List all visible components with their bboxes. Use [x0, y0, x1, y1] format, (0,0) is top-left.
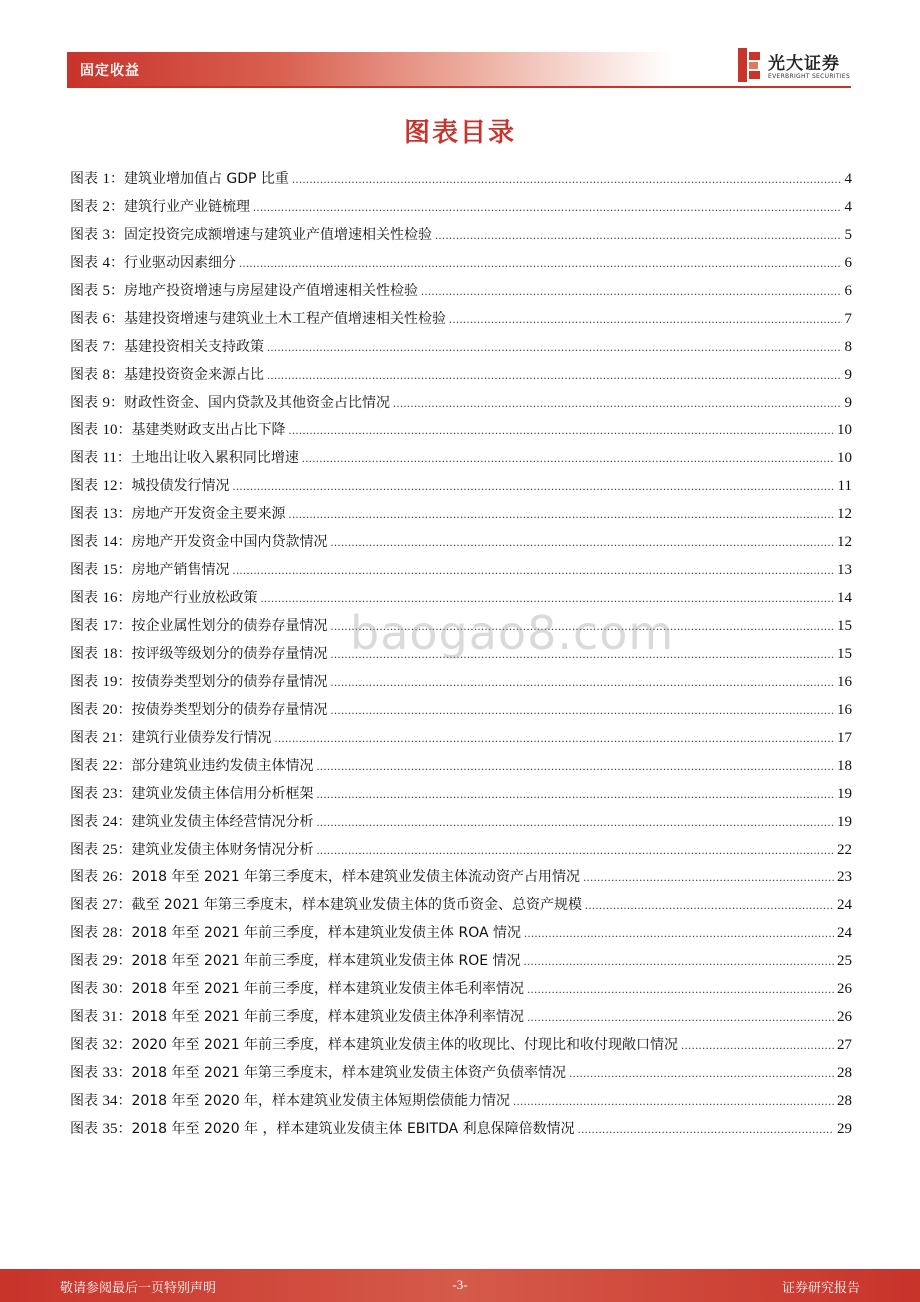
- toc-entry-page: 13: [837, 562, 852, 579]
- toc-entry-label: 基建类财政支出占比下降: [131, 422, 286, 439]
- toc-entry[interactable]: [70, 809, 852, 837]
- toc-entry-title: [70, 194, 250, 222]
- toc-entry[interactable]: [70, 445, 852, 473]
- toc-entry-label: 行业驱动因素细分: [123, 254, 236, 271]
- toc-entry-prefix: 图表: [70, 534, 98, 551]
- toc-entry-title: [70, 837, 313, 865]
- toc-entry-label: 土地出让收入累积同比增速: [130, 450, 299, 467]
- toc-entry-prefix: 图表: [70, 254, 98, 271]
- toc-entry-prefix: 图表: [70, 869, 98, 886]
- toc-entry-prefix: 图表: [70, 925, 98, 942]
- toc-entry-separator: ：: [117, 953, 132, 970]
- toc-entry-prefix: 图表: [70, 590, 98, 607]
- toc-entry-separator: ：: [109, 282, 124, 299]
- toc-entry-label: 城投债发行情况: [131, 478, 230, 495]
- toc-entry-separator: ：: [117, 534, 132, 551]
- toc-entry-prefix: 图表: [70, 953, 98, 970]
- toc-entry-title: [70, 334, 264, 362]
- toc-entry-label: 固定投资完成额增速与建筑业产值增速相关性检验: [123, 226, 432, 243]
- toc-entry-page: 18: [837, 757, 852, 774]
- toc-leader-dots: [583, 864, 834, 892]
- toc-entry[interactable]: [70, 1004, 852, 1032]
- toc-leader-dots: [302, 445, 834, 473]
- toc-entry-prefix: 图表: [70, 1120, 98, 1137]
- toc-entry-page: 24: [837, 897, 852, 914]
- company-logo: [738, 48, 853, 84]
- toc-entry-page: 27: [837, 1037, 852, 1054]
- toc-entry-separator: ：: [117, 925, 132, 942]
- toc-entry-label: 按债券类型划分的债券存量情况: [131, 701, 328, 718]
- toc-leader-dots: [578, 1116, 834, 1144]
- toc-entry-separator: ：: [117, 981, 132, 998]
- toc-entry-separator: ：: [117, 701, 132, 718]
- logo-text-cn: 光大证券: [768, 54, 840, 74]
- toc-entry-separator: ：: [117, 1120, 132, 1137]
- toc-entry-page: 9: [844, 366, 852, 383]
- toc-entry-prefix: 图表: [70, 422, 98, 439]
- toc-entry-title: [70, 473, 229, 501]
- toc-entry-prefix: 图表: [70, 310, 98, 327]
- toc-entry-label: 房地产行业放松政策: [131, 590, 258, 607]
- toc-entry[interactable]: [70, 864, 852, 892]
- toc-leader-dots: [267, 334, 842, 362]
- toc-entry[interactable]: [70, 334, 852, 362]
- toc-entry-page: 28: [837, 1065, 852, 1081]
- toc-entry-title: [70, 1032, 678, 1060]
- toc-entry-title: [70, 641, 327, 669]
- toc-entry[interactable]: [70, 417, 852, 445]
- header-rule: [67, 86, 851, 88]
- toc-entry-page: 4: [844, 198, 852, 215]
- toc-entry-label: 2018 年至 2021 年前三季度，样本建筑业发债主体毛利率情况: [131, 981, 525, 998]
- toc-entry[interactable]: [70, 194, 852, 222]
- toc-entry-label: 截至 2021 年第三季度末，样本建筑业发债主体的货币资金、总资产规模: [131, 897, 582, 914]
- toc-entry-prefix: 图表: [70, 478, 98, 495]
- toc-entry-number: 34: [102, 1092, 118, 1109]
- toc-entry-prefix: 图表: [70, 673, 98, 690]
- toc-entry-label: 2018 年至 2020 年，样本建筑业发债主体短期偿债能力情况: [131, 1092, 511, 1109]
- toc-entry-label: 按评级等级划分的债券存量情况: [131, 645, 328, 662]
- toc-entry-title: [70, 445, 299, 473]
- footer-report-type: 证券研究报告: [781, 1281, 860, 1296]
- toc-entry-number: 11: [102, 450, 117, 467]
- toc-entry-separator: ：: [117, 673, 132, 690]
- toc-entry-separator: ：: [117, 841, 132, 858]
- toc-entry-number: 5: [102, 282, 110, 299]
- toc-entry[interactable]: [70, 697, 852, 725]
- toc-entry-prefix: 图表: [70, 450, 98, 467]
- toc-entry-title: [70, 809, 313, 837]
- toc-entry-number: 24: [102, 813, 118, 830]
- toc-entry-separator: ：: [109, 254, 124, 271]
- toc-entry-title: [70, 529, 327, 557]
- toc-entry-separator: ：: [117, 590, 132, 607]
- toc-entry-label: 2018 年至 2021 年第三季度末，样本建筑业发债主体流动资产占用情况: [131, 869, 581, 886]
- toc-entry-separator: ：: [117, 562, 132, 579]
- toc-leader-dots: [288, 417, 834, 445]
- toc-entry-title: [70, 585, 257, 613]
- toc-entry-page: 8: [844, 338, 852, 355]
- toc-leader-dots: [288, 501, 834, 529]
- toc-entry-label: 房地产投资增速与房屋建设产值增速相关性检验: [123, 282, 418, 299]
- toc-entry-number: 9: [102, 394, 110, 411]
- toc-entry-number: 26: [102, 869, 118, 886]
- toc-entry-page: 26: [837, 1009, 852, 1026]
- toc-entry-title: [70, 920, 521, 948]
- toc-entry-number: 8: [102, 366, 110, 383]
- toc-entry-label: 基建投资增速与建筑业土木工程产值增速相关性检验: [123, 310, 446, 327]
- toc-leader-dots: [569, 1060, 834, 1088]
- toc-leader-dots: [585, 892, 834, 920]
- toc-entry-prefix: 图表: [70, 226, 98, 243]
- toc-entry[interactable]: [70, 781, 852, 809]
- toc-entry-title: [70, 864, 580, 892]
- toc-leader-dots: [267, 362, 842, 390]
- toc-entry-prefix: 图表: [70, 757, 98, 774]
- toc-entry-page: 19: [837, 785, 852, 802]
- toc-leader-dots: [316, 809, 834, 837]
- toc-entry-number: 16: [102, 590, 118, 607]
- toc-entry-page: 26: [837, 981, 852, 998]
- toc-entry[interactable]: [70, 250, 852, 278]
- toc-entry[interactable]: [70, 473, 852, 501]
- toc-entry-title: [70, 306, 446, 334]
- toc-entry-label: 2018 年至 2021 年前三季度，样本建筑业发债主体净利率情况: [131, 1009, 525, 1026]
- toc-entry-number: 13: [102, 506, 118, 523]
- toc-entry-page: 7: [844, 310, 852, 327]
- toc-entry-prefix: 图表: [70, 1065, 98, 1081]
- toc-entry-number: 32: [102, 1037, 118, 1054]
- toc-entry[interactable]: [70, 837, 852, 865]
- toc-entry-prefix: 图表: [70, 618, 98, 634]
- toc-leader-dots: [524, 920, 834, 948]
- toc-entry-label: 建筑行业产业链梳理: [123, 198, 250, 215]
- toc-entry-separator: ：: [117, 645, 132, 662]
- toc-entry-number: 4: [102, 254, 110, 271]
- toc-entry-separator: ：: [116, 450, 131, 467]
- toc-entry-title: [70, 250, 236, 278]
- toc-entry-prefix: 图表: [70, 394, 98, 411]
- toc-leader-dots: [316, 753, 834, 781]
- toc-entry[interactable]: [70, 920, 852, 948]
- toc-entry[interactable]: [70, 1116, 852, 1144]
- toc-entry-label: 2018 年至 2021 年前三季度，样本建筑业发债主体 ROE 情况: [131, 953, 521, 970]
- section-label: 固定收益: [80, 63, 140, 79]
- toc-entry[interactable]: [70, 390, 852, 418]
- toc-entry-page: 28: [837, 1092, 852, 1109]
- toc-entry-label: 基建投资资金来源占比: [123, 366, 264, 383]
- toc-entry-separator: ：: [117, 618, 132, 634]
- toc-entry-label: 部分建筑业违约发债主体情况: [131, 757, 314, 774]
- toc-leader-dots: [330, 669, 834, 697]
- toc-entry-number: 10: [102, 422, 118, 439]
- footer-disclaimer: 敬请参阅最后一页特别声明: [60, 1281, 217, 1296]
- toc-entry-label: 按企业属性划分的债券存量情况: [131, 618, 328, 634]
- toc-entry-page: 15: [837, 645, 852, 662]
- toc-entry-title: [70, 362, 264, 390]
- toc-entry[interactable]: [70, 222, 852, 250]
- toc-entry[interactable]: [70, 976, 852, 1004]
- toc-entry[interactable]: [70, 557, 852, 585]
- toc-entry-number: 35: [102, 1120, 118, 1137]
- toc-entry-separator: ：: [117, 506, 132, 523]
- toc-entry-prefix: 图表: [70, 338, 98, 355]
- toc-entry-label: 按债券类型划分的债券存量情况: [131, 673, 328, 690]
- toc-entry-page: 4: [844, 171, 852, 187]
- toc-entry-number: 25: [102, 841, 118, 858]
- toc-entry[interactable]: [70, 166, 852, 194]
- toc-entry-prefix: 图表: [70, 645, 98, 662]
- header-band: [67, 52, 672, 86]
- toc-entry-separator: ：: [117, 1037, 132, 1054]
- toc-leader-dots: [524, 948, 834, 976]
- toc-entry-page: 9: [844, 394, 852, 411]
- toc-entry-prefix: 图表: [70, 282, 98, 299]
- toc-entry-title: [70, 1088, 510, 1116]
- toc-entry-number: 17: [102, 618, 118, 634]
- toc-entry-label: 建筑业增加值占 GDP 比重: [123, 171, 289, 187]
- toc-entry-prefix: 图表: [70, 981, 98, 998]
- toc-entry-number: 7: [102, 338, 110, 355]
- toc-entry-number: 21: [102, 729, 118, 746]
- toc-entry-page: 29: [837, 1120, 852, 1137]
- toc-entry-title: [70, 501, 285, 529]
- toc-leader-dots: [527, 976, 834, 1004]
- toc-entry-separator: ：: [117, 1092, 132, 1109]
- toc-entry-prefix: 图表: [70, 785, 98, 802]
- toc-entry-page: 19: [837, 813, 852, 830]
- toc-entry-title: [70, 1004, 524, 1032]
- toc-entry-number: 20: [102, 701, 118, 718]
- toc-entry-separator: ：: [109, 310, 124, 327]
- toc-entry-title: [70, 725, 271, 753]
- toc-entry-title: [70, 669, 327, 697]
- toc-entry-separator: ：: [117, 478, 132, 495]
- toc-entry-page: 16: [837, 701, 852, 718]
- logo-text-en: EVERBRIGHT SECURITIES: [768, 73, 851, 80]
- toc-entry-page: 17: [837, 729, 852, 746]
- toc-entry[interactable]: [70, 529, 852, 557]
- toc-entry-separator: ：: [109, 366, 124, 383]
- toc-entry-number: 15: [102, 562, 118, 579]
- toc-entry-page: 6: [844, 282, 852, 299]
- toc-leader-dots: [449, 306, 842, 334]
- toc-entry-title: [70, 892, 582, 920]
- toc-entry-prefix: 图表: [70, 198, 98, 215]
- page-number: -3-: [452, 1277, 468, 1292]
- toc-leader-dots: [292, 166, 842, 194]
- toc-entry-page: 22: [837, 841, 852, 858]
- toc-entry-page: 14: [837, 590, 852, 607]
- toc-leader-dots: [681, 1032, 834, 1060]
- toc-entry-number: 14: [102, 534, 118, 551]
- toc-entry[interactable]: [70, 1088, 852, 1116]
- toc-entry-number: 31: [102, 1009, 118, 1026]
- toc-entry[interactable]: [70, 1060, 852, 1088]
- page-title: 图表目录: [403, 118, 516, 148]
- toc-leader-dots: [421, 278, 842, 306]
- toc-entry-title: [70, 278, 418, 306]
- toc-entry-title: [70, 781, 313, 809]
- toc-entry-title: [70, 222, 432, 250]
- toc-entry-number: 27: [102, 897, 118, 914]
- toc-entry-prefix: 图表: [70, 701, 98, 718]
- toc-leader-dots: [239, 250, 842, 278]
- toc-entry[interactable]: [70, 725, 852, 753]
- toc-leader-dots: [316, 781, 834, 809]
- toc-entry-page: 6: [844, 254, 852, 271]
- toc-leader-dots: [527, 1004, 834, 1032]
- toc-entry[interactable]: [70, 362, 852, 390]
- toc-leader-dots: [513, 1088, 834, 1116]
- toc-entry-separator: ：: [109, 394, 124, 411]
- toc-entry-number: 29: [102, 953, 118, 970]
- toc-entry-separator: ：: [117, 785, 132, 802]
- toc-entry-title: [70, 166, 289, 194]
- toc-entry-prefix: 图表: [70, 1092, 98, 1109]
- toc-entry-separator: ：: [117, 1009, 132, 1026]
- toc-entry[interactable]: [70, 669, 852, 697]
- toc-entry[interactable]: [70, 306, 852, 334]
- toc-entry-separator: ：: [109, 226, 124, 243]
- toc-entry-label: 建筑业发债主体财务情况分析: [131, 841, 314, 858]
- watermark: baogao8.com: [350, 606, 675, 660]
- toc-entry-label: 建筑业发债主体经营情况分析: [131, 813, 314, 830]
- toc-entry-title: [70, 1116, 575, 1144]
- toc-entry-page: 24: [837, 925, 852, 942]
- toc-leader-dots: [232, 473, 834, 501]
- toc-entry-label: 房地产开发资金主要来源: [131, 506, 286, 523]
- toc-entry-prefix: 图表: [70, 171, 98, 187]
- toc-entry-title: [70, 1060, 566, 1088]
- toc-entry-number: 2: [102, 198, 110, 215]
- toc-entry-number: 6: [102, 310, 110, 327]
- toc-entry-page: 16: [837, 673, 852, 690]
- toc-entry-prefix: 图表: [70, 1009, 98, 1026]
- toc-entry-separator: ：: [117, 422, 132, 439]
- toc-entry[interactable]: [70, 278, 852, 306]
- toc-entry-label: 建筑业发债主体信用分析框架: [131, 785, 314, 802]
- toc-leader-dots: [330, 697, 834, 725]
- toc-entry-title: [70, 417, 285, 445]
- toc-entry[interactable]: [70, 1032, 852, 1060]
- everbright-logo-icon: [738, 48, 762, 82]
- toc-entry-title: [70, 753, 313, 781]
- toc-entry-page: 11: [837, 478, 852, 495]
- toc-leader-dots: [393, 390, 842, 418]
- toc-entry-prefix: 图表: [70, 841, 98, 858]
- toc-entry[interactable]: [70, 501, 852, 529]
- toc-entry-label: 建筑行业债券发行情况: [131, 729, 272, 746]
- toc-entry-page: 12: [837, 534, 852, 551]
- toc-entry-separator: ：: [117, 869, 132, 886]
- toc-entry-label: 房地产开发资金中国内贷款情况: [131, 534, 328, 551]
- toc-entry-number: 19: [102, 673, 118, 690]
- toc-entry-number: 28: [102, 925, 118, 942]
- toc-entry-page: 10: [837, 422, 852, 439]
- toc-entry-separator: ：: [117, 729, 132, 746]
- toc-leader-dots: [232, 557, 834, 585]
- toc-leader-dots: [330, 529, 834, 557]
- toc-entry-number: 3: [102, 226, 110, 243]
- toc-entry-title: [70, 976, 524, 1004]
- toc-entry-prefix: 图表: [70, 729, 98, 746]
- toc-entry-page: 25: [837, 953, 852, 970]
- toc-entry-separator: ：: [117, 813, 132, 830]
- toc-entry-page: 10: [837, 450, 852, 467]
- toc-entry-number: 30: [102, 981, 118, 998]
- toc-leader-dots: [274, 725, 834, 753]
- toc-entry-prefix: 图表: [70, 366, 98, 383]
- toc-entry-label: 财政性资金、国内贷款及其他资金占比情况: [123, 394, 390, 411]
- toc-leader-dots: [253, 194, 842, 222]
- toc-entry-prefix: 图表: [70, 562, 98, 579]
- toc-leader-dots: [435, 222, 842, 250]
- toc-entry-prefix: 图表: [70, 506, 98, 523]
- toc-entry-title: [70, 948, 521, 976]
- toc-entry-page: 5: [844, 226, 852, 243]
- toc-entry-prefix: 图表: [70, 1037, 98, 1054]
- toc-entry-separator: ：: [109, 338, 124, 355]
- toc-entry-number: 12: [102, 478, 118, 495]
- toc-entry-separator: ：: [117, 757, 132, 774]
- toc-entry-title: [70, 697, 327, 725]
- toc-entry[interactable]: [70, 892, 852, 920]
- toc-entry[interactable]: [70, 948, 852, 976]
- toc-entry-title: [70, 613, 327, 641]
- toc-entry-number: 33: [102, 1065, 118, 1081]
- toc-entry-separator: ：: [117, 897, 132, 914]
- toc-entry-number: 1: [102, 171, 110, 187]
- toc-entry-title: [70, 390, 390, 418]
- toc-entry-number: 23: [102, 785, 118, 802]
- toc-entry-label: 2018 年至 2020 年 ，样本建筑业发债主体 EBITDA 利息保障倍数情况: [131, 1120, 575, 1137]
- toc-entry-title: [70, 557, 229, 585]
- toc-entry-page: 12: [837, 506, 852, 523]
- toc-entry-label: 2018 年至 2021 年第三季度末，样本建筑业发债主体资产负债率情况: [131, 1065, 567, 1081]
- toc-entry-prefix: 图表: [70, 897, 98, 914]
- toc-entry-label: 2018 年至 2021 年前三季度，样本建筑业发债主体 ROA 情况: [131, 925, 522, 942]
- toc-entry-label: 基建投资相关支持政策: [123, 338, 264, 355]
- toc-leader-dots: [316, 837, 834, 865]
- toc-entry[interactable]: [70, 753, 852, 781]
- toc-entry-number: 22: [102, 757, 118, 774]
- toc-entry-label: 2020 年至 2021 年前三季度，样本建筑业发债主体的收现比、付现比和收付现敞口情况: [131, 1037, 679, 1054]
- toc-entry-label: 房地产销售情况: [131, 562, 230, 579]
- toc-entry-separator: ：: [109, 198, 124, 215]
- toc-entry-prefix: 图表: [70, 813, 98, 830]
- toc-entry-page: 23: [837, 869, 852, 886]
- toc-entry-page: 15: [837, 618, 852, 634]
- toc-entry-separator: ：: [109, 171, 124, 187]
- toc-entry-separator: ：: [117, 1065, 132, 1081]
- toc-entry-number: 18: [102, 645, 118, 662]
